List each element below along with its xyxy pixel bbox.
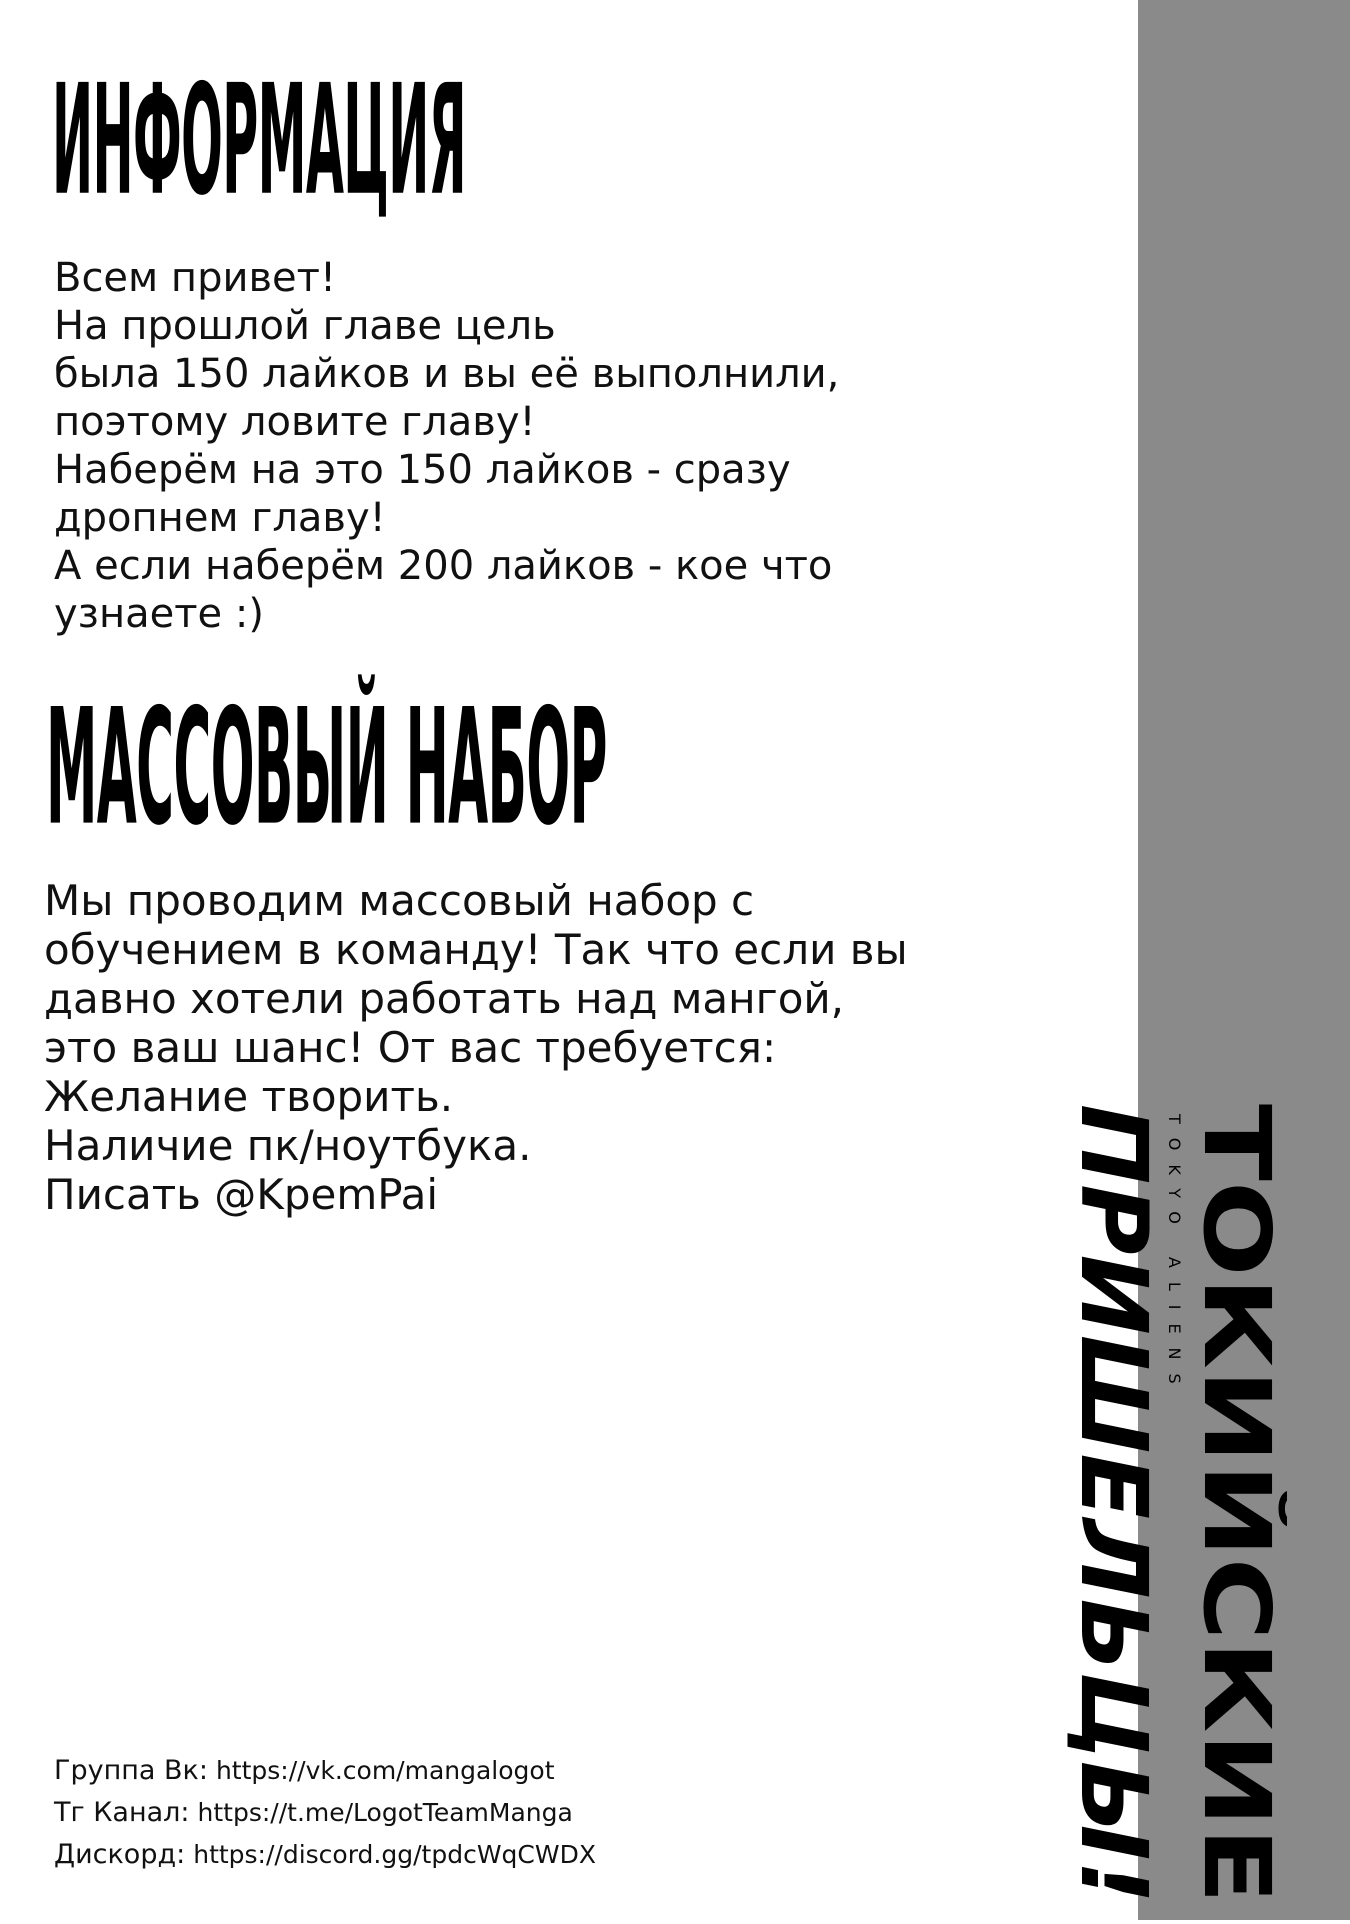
info-line: поэтому ловите главу! — [54, 399, 536, 445]
recruit-line: Наличие пк/ноутбука. — [44, 1121, 532, 1170]
recruit-line: обучением в команду! Так что если вы — [44, 925, 908, 974]
info-line: узнаете :) — [54, 591, 264, 637]
telegram-link[interactable]: https://t.me/LogotTeamManga — [197, 1798, 573, 1827]
recruit-line: Мы проводим массовый набор с — [44, 876, 755, 925]
vk-link[interactable]: https://vk.com/mangalogot — [215, 1756, 555, 1785]
discord-link[interactable]: https://discord.gg/tpdcWqCWDX — [193, 1840, 596, 1869]
logo-title-line2: ПРИШЕЛЬЦЫ! — [1060, 1104, 1167, 1872]
link-row-telegram — [54, 1792, 596, 1834]
link-label: Дискорд: — [54, 1839, 186, 1870]
links-block — [54, 1750, 596, 1876]
recruit-line: это ваш шанс! От вас требуется: — [44, 1023, 777, 1072]
info-text — [54, 254, 839, 638]
logo-subtitle: TOKYO ALIENS — [1165, 1114, 1184, 1398]
series-logo — [1057, 1100, 1287, 1920]
link-label: Группа Вк: — [54, 1755, 208, 1786]
recruit-heading: МАССОВЫЙ НАБОР — [46, 676, 607, 862]
link-label: Тг Канал: — [54, 1797, 190, 1828]
series-logo-graphic — [1057, 1100, 1287, 1920]
recruit-line: Желание творить. — [44, 1072, 454, 1121]
recruit-text — [44, 876, 908, 1219]
link-row-discord — [54, 1834, 596, 1876]
info-line: А если наберём 200 лайков - кое что — [54, 543, 833, 589]
info-line: Всем привет! — [54, 255, 336, 301]
info-line: была 150 лайков и вы её выполнили, — [54, 351, 840, 397]
logo-title-line1: ТОКИЙСКИЕ — [1183, 1104, 1287, 1757]
recruit-line: давно хотели работать над мангой, — [44, 974, 845, 1023]
recruit-line: Писать @KpemPai — [44, 1170, 439, 1219]
info-heading: ИНФОРМАЦИЯ — [52, 54, 466, 230]
link-row-vk — [54, 1750, 596, 1792]
info-line: дропнем главу! — [54, 495, 386, 541]
info-line: Наберём на это 150 лайков - сразу — [54, 447, 791, 493]
info-line: На прошлой главе цель — [54, 303, 556, 349]
